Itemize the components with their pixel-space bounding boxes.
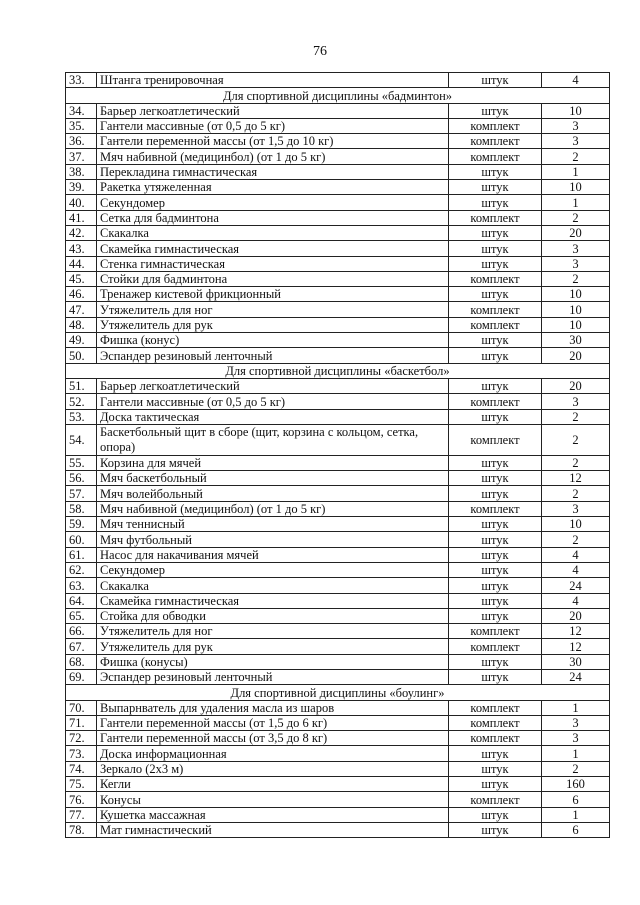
item-quantity: 3 [542,118,610,133]
item-unit: штук [449,517,542,532]
table-row [66,654,610,669]
item-number: 49. [66,333,97,348]
item-unit: штук [449,547,542,562]
item-name: Утяжелитель для рук [97,317,449,332]
item-number: 35. [66,118,97,133]
table-row [66,532,610,547]
table-row [66,562,610,577]
item-quantity: 3 [542,394,610,409]
item-quantity: 20 [542,225,610,240]
item-number: 58. [66,501,97,516]
item-number: 57. [66,486,97,501]
item-quantity: 2 [542,210,610,225]
item-name: Секундомер [97,562,449,577]
item-name: Зеркало (2х3 м) [97,761,449,776]
item-quantity: 4 [542,593,610,608]
table-row [66,669,610,684]
table-row [66,517,610,532]
item-number: 44. [66,256,97,271]
item-number: 38. [66,164,97,179]
item-unit: комплект [449,118,542,133]
table-row [66,608,610,623]
item-quantity: 3 [542,501,610,516]
item-name: Гантели переменной массы (от 3,5 до 8 кг) [97,731,449,746]
item-quantity: 3 [542,241,610,256]
table-row [66,700,610,715]
table-row [66,103,610,118]
item-name: Эспандер резиновый ленточный [97,348,449,363]
table-row [66,271,610,286]
item-name: Фишка (конус) [97,333,449,348]
item-number: 75. [66,777,97,792]
item-number: 61. [66,547,97,562]
item-name: Утяжелитель для ног [97,302,449,317]
item-quantity: 2 [542,409,610,424]
item-name: Гантели массивные (от 0,5 до 5 кг) [97,118,449,133]
item-quantity: 6 [542,792,610,807]
table-row [66,225,610,240]
table-row [66,180,610,195]
item-name: Скамейка гимнастическая [97,241,449,256]
item-name: Корзина для мячей [97,455,449,470]
table-row [66,807,610,822]
item-unit: штук [449,593,542,608]
item-unit: штук [449,761,542,776]
item-unit: штук [449,669,542,684]
item-unit: штук [449,241,542,256]
table-row [66,256,610,271]
item-number: 67. [66,639,97,654]
item-name: Стенка гимнастическая [97,256,449,271]
item-quantity: 2 [542,149,610,164]
table-row [66,302,610,317]
page-number: 76 [313,44,327,59]
item-name: Насос для накачивания мячей [97,547,449,562]
item-name: Мяч набивной (медицинбол) (от 1 до 5 кг) [97,149,449,164]
item-quantity: 1 [542,164,610,179]
item-quantity: 1 [542,807,610,822]
item-name: Мяч набивной (медицинбол) (от 1 до 5 кг) [97,501,449,516]
item-number: 39. [66,180,97,195]
item-number: 54. [66,424,97,455]
item-quantity: 20 [542,378,610,393]
table-row [66,241,610,256]
item-unit: комплект [449,501,542,516]
item-unit: комплект [449,731,542,746]
item-unit: штук [449,777,542,792]
table-row [66,317,610,332]
item-unit: комплект [449,624,542,639]
table-row [66,394,610,409]
item-number: 59. [66,517,97,532]
item-unit: штук [449,746,542,761]
item-quantity: 10 [542,302,610,317]
item-unit: штук [449,287,542,302]
item-number: 78. [66,822,97,837]
item-name: Штанга тренировочная [97,73,449,88]
item-unit: штук [449,578,542,593]
item-number: 33. [66,73,97,88]
item-unit: комплект [449,302,542,317]
item-unit: штук [449,562,542,577]
item-name: Скамейка гимнастическая [97,593,449,608]
item-unit: штук [449,225,542,240]
item-unit: комплект [449,149,542,164]
item-quantity: 12 [542,624,610,639]
item-unit: штук [449,180,542,195]
table-row [66,195,610,210]
item-quantity: 10 [542,180,610,195]
item-name: Мат гимнастический [97,822,449,837]
item-quantity: 2 [542,532,610,547]
item-number: 73. [66,746,97,761]
item-quantity: 10 [542,287,610,302]
item-name: Перекладина гимнастическая [97,164,449,179]
item-name: Мяч баскетбольный [97,471,449,486]
item-unit: комплект [449,424,542,455]
item-quantity: 2 [542,271,610,286]
item-number: 36. [66,134,97,149]
table-row [66,486,610,501]
table-row [66,746,610,761]
item-unit: штук [449,471,542,486]
item-name: Ракетка утяжеленная [97,180,449,195]
table-row [66,639,610,654]
item-unit: комплект [449,639,542,654]
table-row [66,164,610,179]
item-name: Скакалка [97,225,449,240]
item-number: 64. [66,593,97,608]
item-number: 45. [66,271,97,286]
item-unit: штук [449,608,542,623]
table-row [66,777,610,792]
item-unit: комплект [449,715,542,730]
item-quantity: 24 [542,669,610,684]
item-number: 42. [66,225,97,240]
table-row [66,378,610,393]
item-quantity: 30 [542,333,610,348]
table-row [66,547,610,562]
item-quantity: 160 [542,777,610,792]
item-quantity: 30 [542,654,610,669]
item-quantity: 2 [542,424,610,455]
item-unit: комплект [449,792,542,807]
item-quantity: 6 [542,822,610,837]
item-quantity: 20 [542,348,610,363]
item-name: Кегли [97,777,449,792]
item-unit: комплект [449,210,542,225]
item-name: Доска информационная [97,746,449,761]
item-number: 63. [66,578,97,593]
item-name: Фишка (конусы) [97,654,449,669]
item-number: 34. [66,103,97,118]
item-number: 43. [66,241,97,256]
item-name: Сетка для бадминтона [97,210,449,225]
item-number: 74. [66,761,97,776]
item-name: Мяч волейбольный [97,486,449,501]
item-quantity: 1 [542,746,610,761]
item-number: 46. [66,287,97,302]
item-unit: штук [449,348,542,363]
item-name: Утяжелитель для ног [97,624,449,639]
item-name: Скакалка [97,578,449,593]
item-name: Гантели переменной массы (от 1,5 до 10 кг) [97,134,449,149]
item-number: 60. [66,532,97,547]
table-row [66,210,610,225]
item-unit: штук [449,195,542,210]
item-number: 68. [66,654,97,669]
item-quantity: 1 [542,700,610,715]
table-row [66,73,610,88]
item-number: 66. [66,624,97,639]
table-row [66,792,610,807]
equipment-table [65,72,610,838]
item-quantity: 2 [542,486,610,501]
item-name: Утяжелитель для рук [97,639,449,654]
item-quantity: 12 [542,471,610,486]
item-number: 70. [66,700,97,715]
item-quantity: 3 [542,134,610,149]
table-row [66,822,610,837]
item-unit: штук [449,103,542,118]
item-number: 56. [66,471,97,486]
item-quantity: 3 [542,715,610,730]
item-name: Конусы [97,792,449,807]
table-row [66,333,610,348]
item-quantity: 10 [542,103,610,118]
item-name: Мяч теннисный [97,517,449,532]
item-name: Тренажер кистевой фрикционный [97,287,449,302]
item-quantity: 10 [542,517,610,532]
item-name: Кушетка массажная [97,807,449,822]
item-unit: штук [449,164,542,179]
item-quantity: 3 [542,256,610,271]
table-row [66,149,610,164]
table-row [66,624,610,639]
table-row [66,409,610,424]
item-quantity: 1 [542,195,610,210]
item-quantity: 10 [542,317,610,332]
item-unit: штук [449,73,542,88]
item-unit: штук [449,654,542,669]
item-unit: комплект [449,134,542,149]
item-quantity: 4 [542,547,610,562]
item-number: 76. [66,792,97,807]
item-name: Мяч футбольный [97,532,449,547]
table-row [66,455,610,470]
item-name: Гантели переменной массы (от 1,5 до 6 кг) [97,715,449,730]
item-name: Секундомер [97,195,449,210]
item-number: 71. [66,715,97,730]
item-name: Выпарнватель для удаления масла из шаров [97,700,449,715]
item-unit: штук [449,256,542,271]
item-quantity: 2 [542,761,610,776]
item-unit: штук [449,822,542,837]
item-quantity: 4 [542,562,610,577]
item-number: 77. [66,807,97,822]
item-quantity: 24 [542,578,610,593]
item-quantity: 4 [542,73,610,88]
item-unit: комплект [449,317,542,332]
table-row [66,593,610,608]
table-row [66,578,610,593]
item-unit: штук [449,333,542,348]
item-name: Эспандер резиновый ленточный [97,669,449,684]
section-title: Для спортивной дисциплины «баскетбол» [66,363,610,378]
table-row [66,424,610,455]
item-number: 55. [66,455,97,470]
item-number: 50. [66,348,97,363]
item-unit: комплект [449,271,542,286]
item-number: 52. [66,394,97,409]
table-row [66,761,610,776]
section-title: Для спортивной дисциплины «боулинг» [66,685,610,700]
table-row [66,348,610,363]
item-number: 47. [66,302,97,317]
item-unit: комплект [449,394,542,409]
item-number: 65. [66,608,97,623]
item-number: 72. [66,731,97,746]
section-header-row [66,363,610,378]
table-row [66,134,610,149]
item-unit: штук [449,807,542,822]
item-name: Барьер легкоатлетический [97,103,449,118]
item-name: Барьер легкоатлетический [97,378,449,393]
section-title: Для спортивной дисциплины «бадминтон» [66,88,610,103]
item-name: Доска тактическая [97,409,449,424]
item-name: Стойка для обводки [97,608,449,623]
item-number: 48. [66,317,97,332]
item-quantity: 2 [542,455,610,470]
item-quantity: 3 [542,731,610,746]
item-number: 40. [66,195,97,210]
table-row [66,118,610,133]
section-header-row [66,88,610,103]
item-number: 69. [66,669,97,684]
item-number: 62. [66,562,97,577]
item-unit: штук [449,409,542,424]
item-number: 51. [66,378,97,393]
table-row [66,731,610,746]
section-header-row [66,685,610,700]
item-number: 53. [66,409,97,424]
item-name: Гантели массивные (от 0,5 до 5 кг) [97,394,449,409]
item-number: 41. [66,210,97,225]
item-unit: штук [449,532,542,547]
table-row [66,471,610,486]
equipment-table-body [66,73,610,838]
item-unit: комплект [449,700,542,715]
item-unit: штук [449,486,542,501]
item-quantity: 12 [542,639,610,654]
table-row [66,715,610,730]
item-quantity: 20 [542,608,610,623]
table-row [66,501,610,516]
item-name: Стойки для бадминтона [97,271,449,286]
item-name: Баскетбольный щит в сборе (щит, корзина с кольцом, сетка, опора) [97,424,449,455]
table-row [66,287,610,302]
item-unit: штук [449,378,542,393]
item-unit: штук [449,455,542,470]
item-number: 37. [66,149,97,164]
